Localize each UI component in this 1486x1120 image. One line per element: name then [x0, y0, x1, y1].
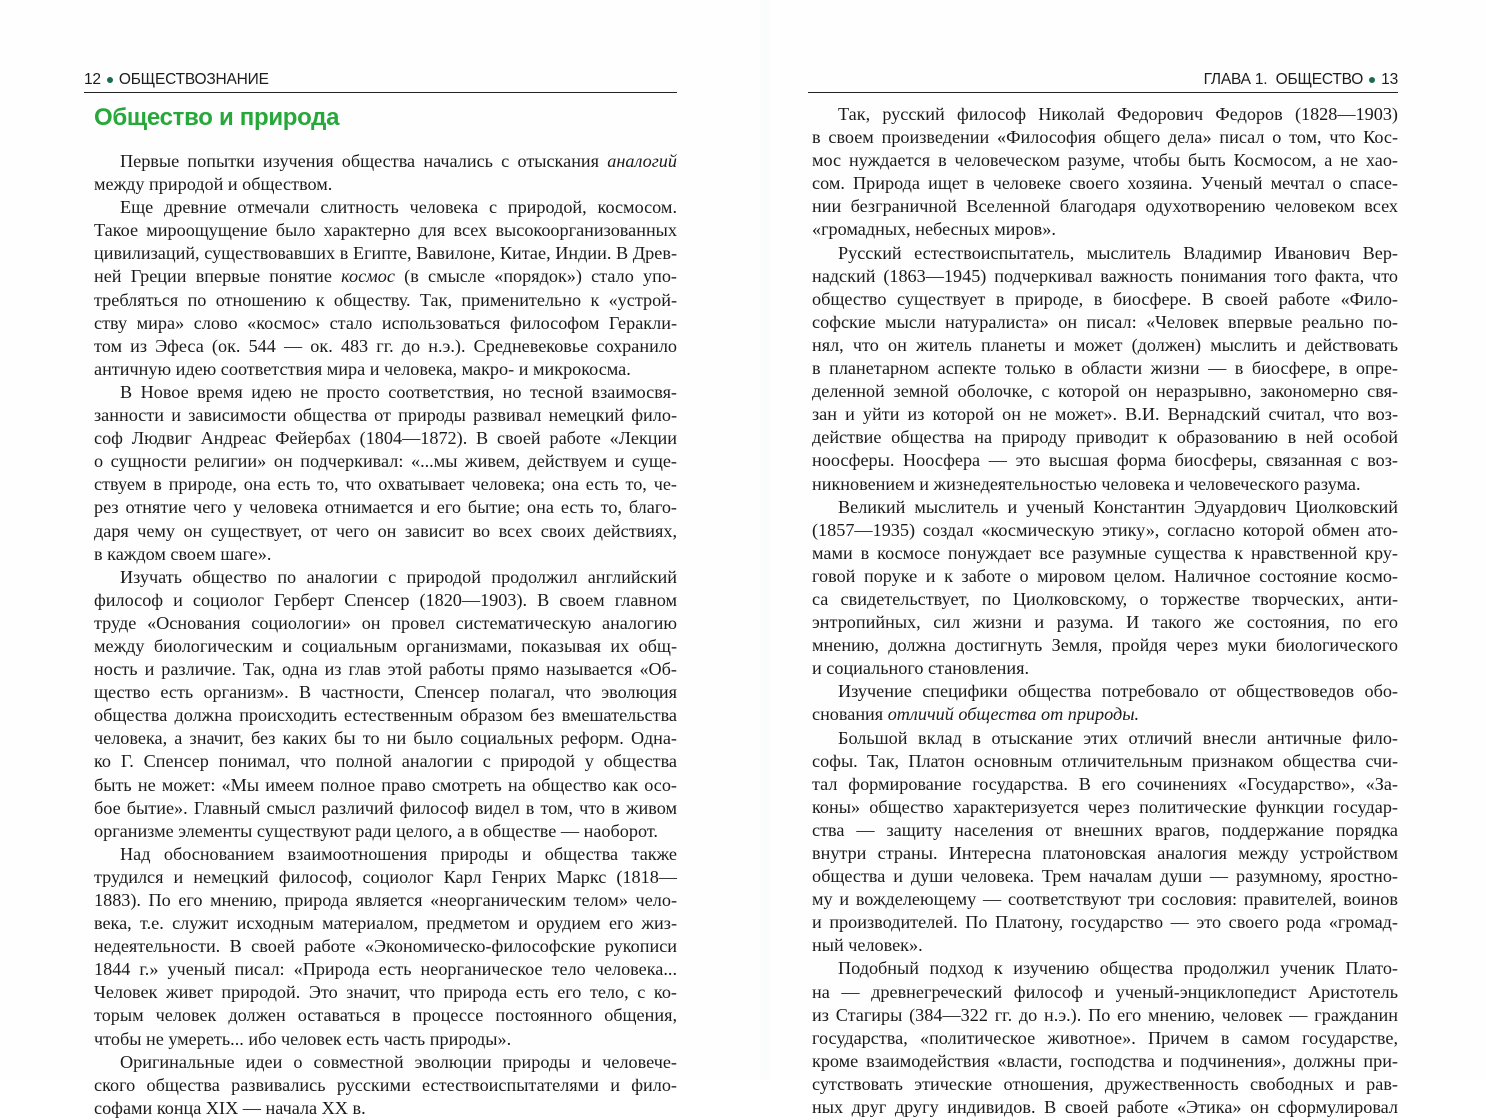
section-title: Общество и природа: [94, 104, 340, 131]
paragraph: Первые попытки изучения общества начались с отыскания аналогий между природой и обществом.: [94, 151, 677, 195]
bullet-icon: [1369, 77, 1375, 83]
paragraph: Изучать общество по аналогии с природой продолжил английский философ и социолог Герберт Спенсер (1820—1903). В своем главном труде «Основания социологии» он провел систематическую аналогию между биологическим и социальным организмами, показывая их общ- ность и различие. Так, одна из глав этой работы прямо называется «Об- щество есть организм». В частности, Спенсер полагал, что эволюция общества должна происходить естественным образом без вмешательства человека, а значит, без каких бы то ни было социальных реформ. Одна- ко Г. Спенсер понимал, что полной аналогии с природой у общества быть не может: «Мы имеем полное право смотреть на общество как осо- бое бытие». Главный смысл различий философ видел в том, что в живом организме элементы существуют ради целого, а в обществе — наоборот.: [94, 566, 677, 841]
paragraph: В Новое время идею не просто соответствия, но тесной взаимосвя- занности и зависимости общества от природы развивал немецкий фило- соф Людвиг Андреас Фейербах (1804—1872). В своей работе «Лекции о сущности религии» он подчеркивал: «...мы живем, действуем и суще- ствуем в природе, она есть то, что охватывает человека; она есть то, че- рез отнятие чего у человека отнимается и его бытие; она есть то, благо- даря чему он существует, от чего он зависит во всех своих действиях, в каждом своем шаге».: [94, 381, 677, 564]
book-gutter: [760, 0, 770, 1080]
paragraph: Большой вклад в отыскание этих отличий внесли античные фило- софы. Так, Платон основным отличительным признаком общества счи- тал формирование государства. В его сочинениях «Государство», «За- коны» общество характеризуется через политические функции государ- ства — защиту населения от внешних врагов, поддержание порядка внутри страны. Интересна платоновская аналогия между устройством общества и души человека. Трем началам души — разумному, яростно- му и вожделеющему — соответствуют три сословия: правителей, воинов и производителей. По Платону, государство — это своего рода «громад- ный человек».: [812, 727, 1398, 956]
bullet-icon: [107, 77, 113, 83]
body-text: [812, 103, 1398, 1119]
page-number: 13: [1381, 71, 1398, 88]
paragraph: Подобный подход к изучению общества продолжил ученик Плато- на — древнегреческий философ и ученый-энциклопедист Аристотель из Стагиры (384—322 гг. до н.э.). По его мнению, человек — гражданин государства, «политическое животное». Причем в самом государстве, кроме взаимодействия «власти, господства и подчинения», должны при- сутствовать этические отношения, дружественность свободных и рав- ных друг другу индивидов. В своей работе «Этика» он сформулировал: [812, 958, 1398, 1118]
paragraph: Так, русский философ Николай Федорович Федоров (1828—1903) в своем произведении «Философия общего дела» писал о том, что Кос- мос нуждается в человеческом разуме, чтобы быть Космосом, а не хао- сом. Природа ищет в человеке своего хозяина. Ученый мечтал о спасе- нии безграничной Вселенной благодаря одухотворению человеком всех «громадных, небесных миров».: [812, 104, 1398, 240]
paragraph: Над обоснованием взаимоотношения природы и общества также трудился и немецкий философ, социолог Карл Генрих Маркс (1818— 1883). По его мнению, природа является «неорганическим телом» чело- века, т.е. служит исходным материалом, предметом и орудием его жиз- недеятельности. В своей работе «Экономическо-философские рукописи 1844 г.» ученый писал: «Природа есть неорганическое тело человека... Человек живет природой. Это значит, что природа есть его тело, с ко- торым человек должен оставаться в процессе постоянного общения, чтобы не умереть... ибо человек есть часть природы».: [94, 843, 677, 1049]
paragraph: Великий мыслитель и ученый Константин Эдуардович Циолковский (1857—1935) создал «космическую этику», согласно которой обмен ато- мами в космосе понуждает все разумные существа к нравственной кру- говой поруке и к заботе о мировом целом. Наличное состояние космо- са свидетельствует, по Циолковскому, о торжестве творческих, анти- энтропийных, сил жизни и разума. И такого же состояния, по его мнению, должна достигнуть Земля, пройдя через муки биологического и социального становления.: [812, 496, 1398, 679]
running-head-right: [808, 68, 1398, 93]
section-name: ОБЩЕСТВОЗНАНИЕ: [118, 71, 269, 88]
paragraph: Оригинальные идеи о совместной эволюции природы и человече- ского общества развивались русскими естествоиспытателями и фило- софами конца XIX — начала XX в.: [94, 1051, 677, 1118]
paragraph: Еще древние отмечали слитность человека с природой, космосом. Такое мироощущение было характерно для всех высокоорганизованных цивилизаций, существовавших в Египте, Вавилоне, Китае, Индии. В Древ- ней Греции впервые понятие космос (в смысле «порядок») стало упо- требляться по отношению к обществу. Так, применительно к «устрой- ству мира» слово «космос» стало использоваться философом Геракли- том из Эфеса (ок. 544 — ок. 483 гг. до н.э.). Средневековье сохранило античную идею соответствия мира и человека, макро- и микрокосма.: [94, 197, 677, 379]
running-head-left: [84, 68, 677, 93]
right-page: [770, 0, 1486, 1118]
chapter-name: ГЛАВА 1. ОБЩЕСТВО: [1203, 71, 1364, 88]
page-number: 12: [84, 71, 101, 88]
paragraph: Изучение специфики общества потребовало от обществоведов обо- снования отличий общества от природы.: [812, 681, 1398, 725]
body-text: [94, 150, 677, 1120]
paragraph: Русский естествоиспытатель, мыслитель Владимир Иванович Вер- надский (1863—1945) подчеркивал важность понимания того факта, что общество существует в природе, в биосфере. В своей работе «Фило- софские мысли натуралиста» он писал: «Человек впервые реально по- нял, что он житель планеты и может (должен) мыслить и действовать в планетарном аспекте только в области жизни — в биосфере, в опре- деленной земной оболочке, с которой он неразрывно, закономерно свя- зан и уйти из которой он не может». В.И. Вернадский считал, что воз- действие общества на природу приводит к образованию в ней особой ноосферы. Ноосфера — это высшая форма биосферы, связанная с воз- никновением и жизнедеятельностью человека и человеческого разума.: [812, 242, 1398, 494]
